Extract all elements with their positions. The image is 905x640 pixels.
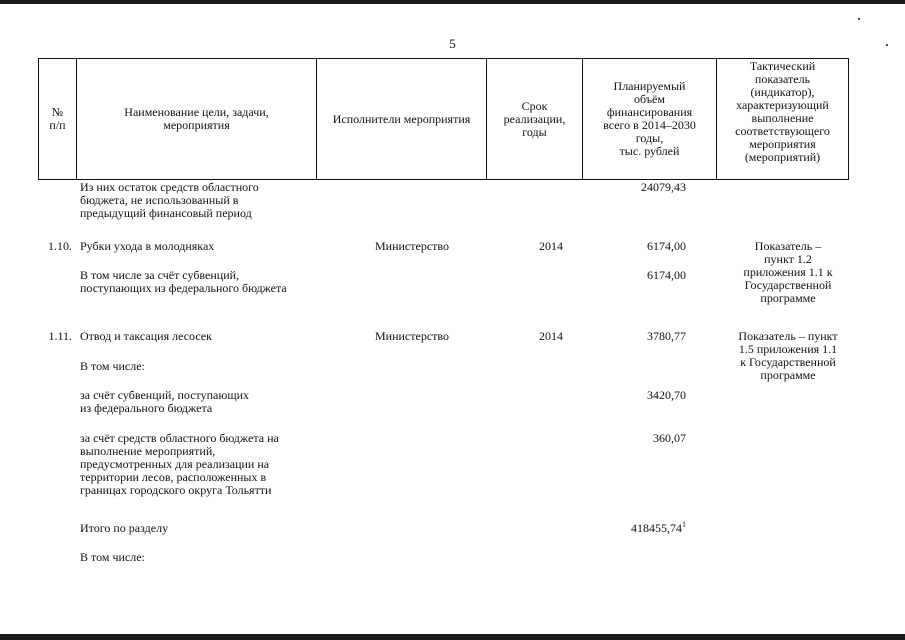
row-1-11-regional-name: за счёт средств областного бюджета на выполнение мероприятий, предусмотренных для реализации на территории лесов, расположенных в границах городского округа Тольятти: [80, 431, 279, 497]
table-header: [38, 58, 848, 180]
row-1-10-indicator: Показатель – пункт 1.2 приложения 1.1 к Государственной программе: [743, 239, 833, 305]
row-1-11-number: 1.11.: [48, 329, 72, 343]
row-1-10-number: 1.10.: [48, 239, 72, 253]
row-1-11-indicator: Показатель – пункт 1.5 приложения 1.1 к Государственной программе: [738, 329, 838, 382]
total-amount: [598, 522, 686, 535]
footnote-mark: 1: [682, 520, 686, 529]
scan-speck: [858, 18, 860, 20]
row-1-11-term: 2014: [539, 329, 563, 343]
header-indicator: Тактический показатель (индикатор), характеризующий выполнение соответствующего мероприятия (мероприятий): [717, 59, 849, 180]
row-1-11-name: Отвод и таксация лесосек: [80, 329, 212, 343]
row-1-10-executor: Министерство: [375, 239, 449, 253]
row-1-10-amount: 6174,00: [647, 239, 686, 253]
row-1-10-name: Рубки ухода в молодняках: [80, 239, 215, 253]
total-amount-value: 418455,74: [631, 521, 682, 535]
header-funding: Планируемый объём финансирования всего в 2014–2030 годы, тыс. рублей: [583, 59, 717, 180]
row-1-11-federal-name: за счёт субвенций, поступающих из федерального бюджета: [80, 388, 249, 415]
header-term: Срок реализации, годы: [487, 59, 583, 180]
remainder-amount: 24079,43: [641, 180, 686, 194]
scan-top-edge: [0, 0, 905, 4]
row-1-10-sub-name: В том числе за счёт субвенций, поступающих из федерального бюджета: [80, 268, 287, 295]
scan-bottom-edge: [0, 634, 905, 640]
page-number: 5: [449, 36, 456, 51]
row-1-11-amount: 3780,77: [647, 329, 686, 343]
row-1-11-executor: Министерство: [375, 329, 449, 343]
row-1-11-regional-amount: 360,07: [653, 431, 686, 445]
row-1-11-federal-amount: 3420,70: [647, 388, 686, 402]
row-1-11-including-label: В том числе:: [80, 359, 145, 373]
header-number: № п/п: [39, 59, 77, 180]
header-name: Наименование цели, задачи, мероприятия: [77, 59, 317, 180]
header-executors: Исполнители мероприятия: [317, 59, 487, 180]
total-label: Итого по разделу: [80, 521, 169, 535]
row-1-10-term: 2014: [539, 239, 563, 253]
row-1-10-sub-amount: 6174,00: [647, 268, 686, 282]
remainder-name: Из них остаток средств областного бюджета, не использованный в предыдущий финансовый период: [80, 180, 259, 220]
total-including-label: В том числе:: [80, 550, 145, 564]
